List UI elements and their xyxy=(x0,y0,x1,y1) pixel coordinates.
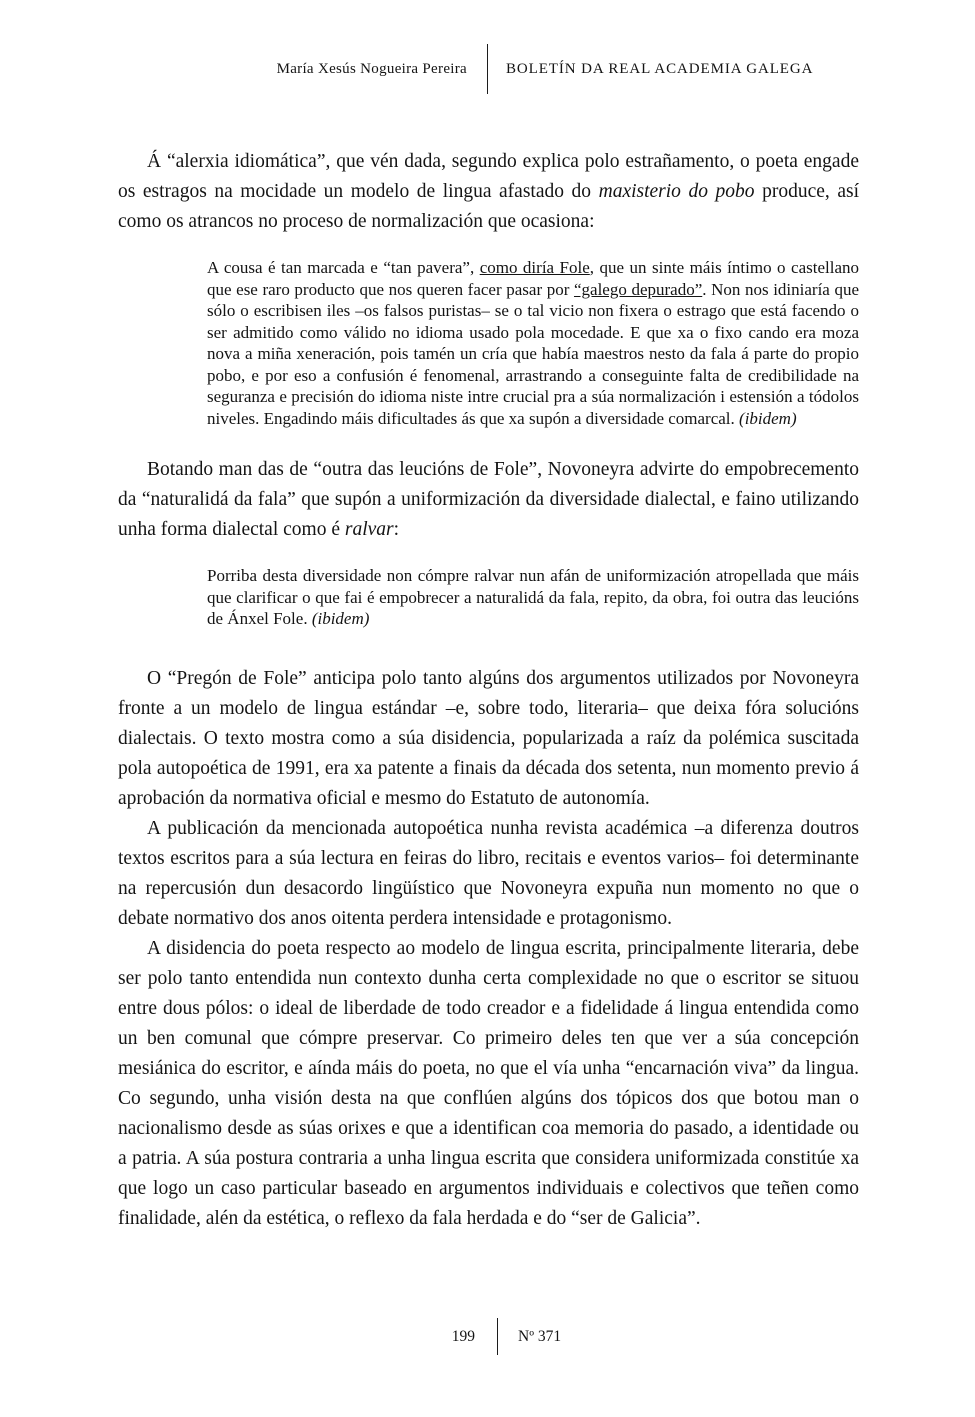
paragraph-1-text: Á “alerxia idiomática”, que vén dada, segundo explica polo estrañamento, o poeta engade os estragos na mocidade un modelo de lingua afastado do xyxy=(118,151,859,202)
quote-1-text-end: . Non nos idiniaría que sólo o escribisen iles –os falsos puristas– se o tal vicio non fixera o estrago que está facendo o ser admitido como válido no idioma usado pola mocedade. E que xa o fixo cando era moza nova a miña xeneración, pois tamén un cría que había maestros nesto da fala á parte do propio pobo, e por eso a confusión é fenomenal, arrastrando a conseguinte falta de credibilidade na seguranza e precisión do idioma niste intre crucial pra a súa normalización i estensión a tódolos niveles. Engadindo máis dificultades ás que xa supón a diversidade comarcal. xyxy=(207,279,859,428)
paragraph-1-text-end: produce, así como os atrancos no proceso de normalización que ocasiona: xyxy=(118,181,859,232)
quote-1-underlined-phrase-2: “galego depurado” xyxy=(573,279,703,299)
paragraph-1-italic-phrase: maxisterio do pobo xyxy=(598,181,755,202)
paragraph-3 xyxy=(118,664,859,814)
page-footer xyxy=(0,1318,975,1355)
quote-1-text-mid: , que un sinte máis íntimo o castellano que ese raro producto que nos queren facer pasar por xyxy=(207,258,859,299)
quote-2-citation: (ibidem) xyxy=(311,609,370,628)
paragraph-2-text-end: : xyxy=(393,519,400,540)
quote-1-citation: (ibidem) xyxy=(739,408,797,428)
paragraph-2 xyxy=(118,455,859,545)
paragraph-1 xyxy=(118,147,859,237)
paragraph-2-text: Botando man das de “outra das leucións de Fole”, Novoneyra advirte do empobrecemento da “naturalidá da fala” que supón a uniformización da diversidade dialectal, e faino utilizando unha forma dialectal como é xyxy=(118,459,859,540)
footer-issue-number: Nº 371 xyxy=(518,1327,562,1345)
paragraph-5-text: A disidencia do poeta respecto ao modelo de lingua escrita, principalmente literaria, debe ser polo tanto entendida nun contexto dunha certa complexidade no que o escritor se situou entre dous pólos: o ideal de liberdade de todo creador e a fidelidade á lingua entendida como un ben comunal que cómpre preservar. Co primeiro deles ten que ver a súa concepción mesiánica do escritor, e aínda máis do poeta, no que el vía unha “encarnación viva” da lingua. Co segundo, unha visión desta na que conflúen algúns dos tópicos dos que botou man o nacionalismo desde as súas orixes e que a identifican coa memoria do pasado, a identidade ou a patria. A súa postura contraria a unha lingua escrita que considera uniformizada constitúe xa que logo un caso particular baseado en argumentos individuais e colectivos que teñen como finalidade, alén da estética, o reflexo da fala herdada e do “ser de Galicia”. xyxy=(118,937,859,1229)
quote-2-text: Porriba desta diversidade non cómpre ralvar nun afán de uniformización atropellada que máis que clarificar o que fai é empobrecer a naturalidá da fala, repito, da obra, foi outra das leucións de Ánxel Fole. xyxy=(207,566,859,628)
quote-1-underlined-phrase-1: como diría Fole xyxy=(479,258,590,277)
paragraph-5 xyxy=(118,934,859,1234)
header-journal-title: BOLETÍN DA REAL ACADEMIA GALEGA xyxy=(506,60,814,77)
paragraph-2-italic-word: ralvar xyxy=(344,519,394,540)
footer-page-number: 199 xyxy=(451,1327,475,1345)
paragraph-4 xyxy=(118,814,859,934)
paragraph-3-text: O “Pregón de Fole” anticipa polo tanto algúns dos argumentos utilizados por Novoneyra fronte a un modelo de lingua estándar –e, sobre todo, literaria– que deixa fóra solucións dialectais. O texto mostra como a súa disidencia, popularizada a raíz da polémica suscitada pola autopoética de 1991, era xa patente a finais da década dos setenta, nun momento previo á aprobación da normativa oficial e mesmo do Estatuto de autonomía. xyxy=(118,667,859,809)
blockquote-2 xyxy=(207,565,859,630)
blockquote-1 xyxy=(207,257,859,429)
header-author: María Xesús Nogueira Pereira xyxy=(276,60,467,77)
page-header xyxy=(0,44,975,94)
paragraph-4-text: A publicación da mencionada autopoética nunha revista académica –a diferenza doutros textos escritos para a súa lectura en feiras do libro, recitais e eventos varios– foi determinante na repercusión dun desacordo lingüístico que Novoneyra expuña nun momento no que o debate normativo dos anos oitenta perdera intensidade e protagonismo. xyxy=(118,817,859,929)
quote-1-text: A cousa é tan marcada e “tan pavera”, xyxy=(207,258,480,277)
page-body xyxy=(118,147,859,1234)
